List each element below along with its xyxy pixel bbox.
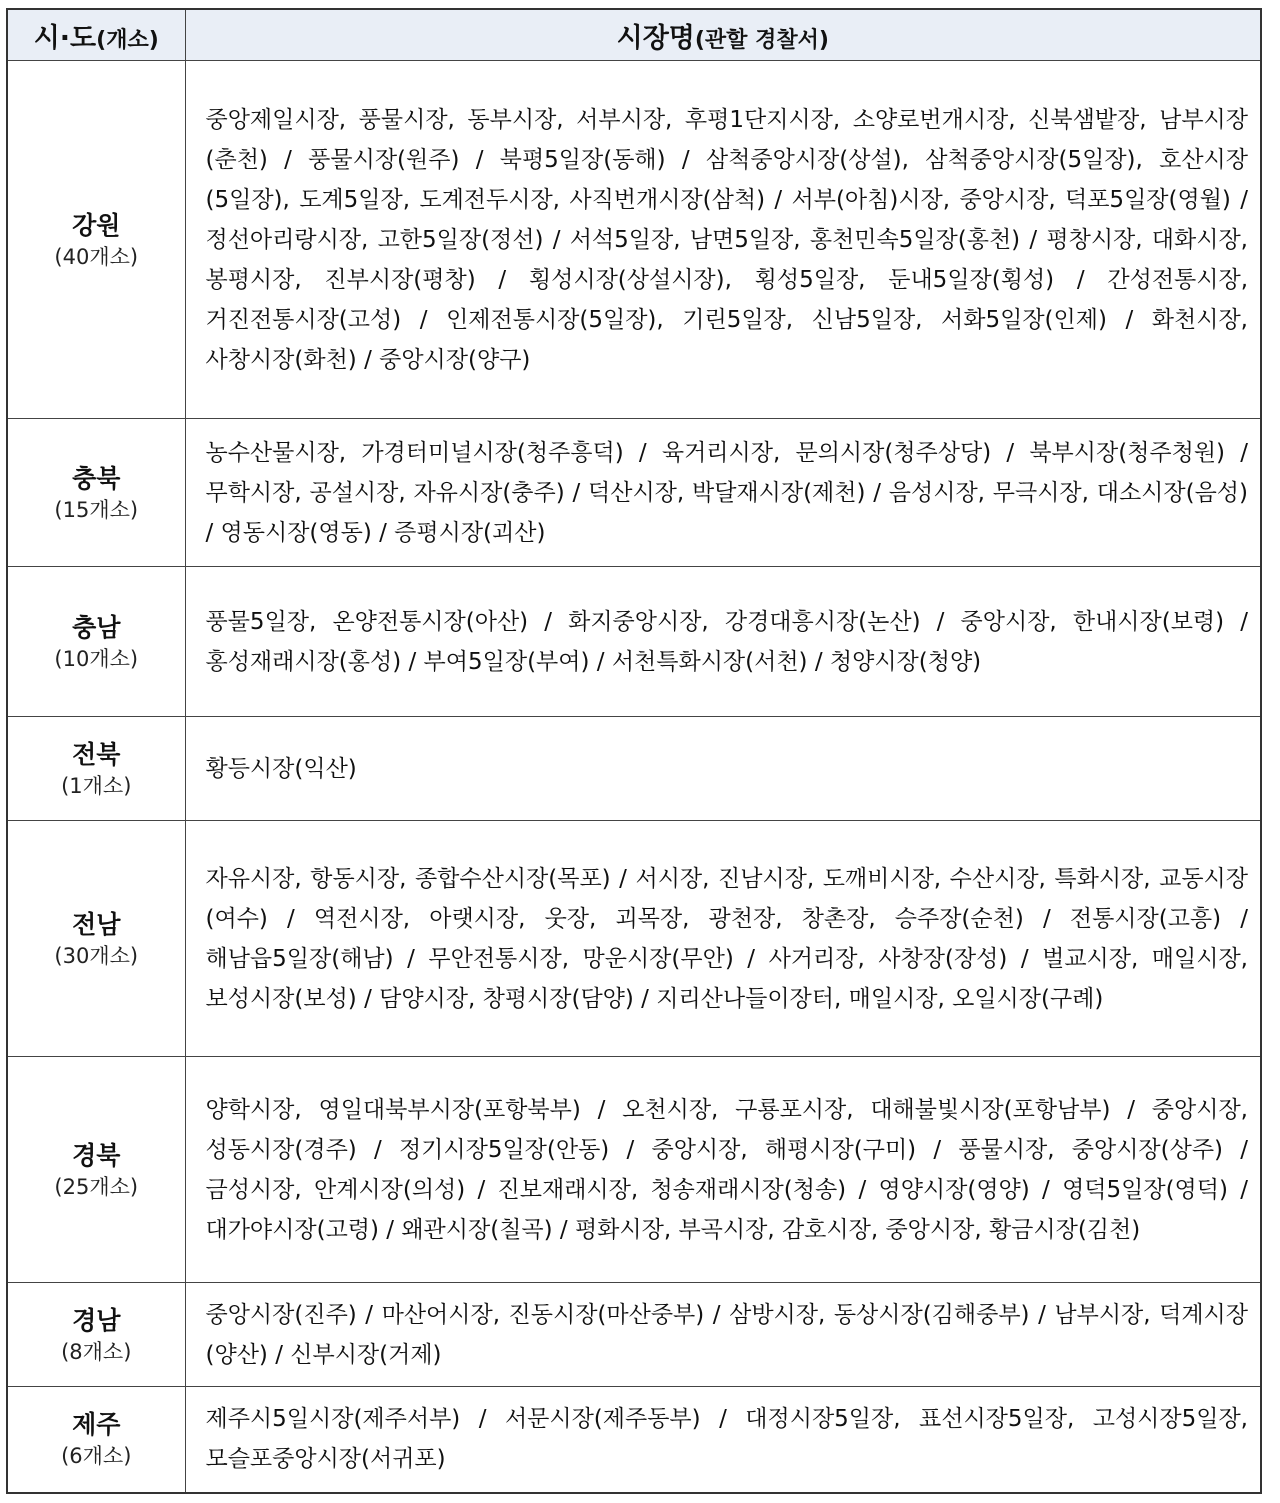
- region-count: (15개소): [54, 497, 139, 522]
- header-region: [7, 9, 185, 61]
- market-list: 농수산물시장, 가경터미널시장(청주흥덕) / 육거리시장, 문의시장(청주상당) / 북부시장(청주청원) / 무학시장, 공설시장, 자유시장(충주) / 덕산시장, 박달재시장(제천) / 음성시장, 무극시장, 대소시장(음성) / 영동시장(영동) / 증평시장(괴산): [185, 419, 1261, 567]
- region-name: 경북: [72, 1140, 121, 1170]
- header-region-sub: (개소): [96, 27, 159, 53]
- region-count: (1개소): [61, 773, 132, 798]
- market-list: 중앙시장(진주) / 마산어시장, 진동시장(마산중부) / 삼방시장, 동상시장(김해중부) / 남부시장, 덕계시장(양산) / 신부시장(거제): [185, 1283, 1261, 1387]
- region-count: (8개소): [61, 1339, 132, 1364]
- region-name: 충남: [72, 612, 121, 642]
- region-count: (30개소): [54, 943, 139, 968]
- header-markets-label: 시장명: [616, 22, 695, 54]
- region-cell: [7, 1283, 185, 1387]
- market-table: [6, 8, 1262, 1494]
- region-cell: [7, 567, 185, 717]
- header-region-label: 시·도: [33, 22, 97, 54]
- table-row: [7, 1387, 1261, 1493]
- region-cell: [7, 821, 185, 1057]
- market-list: 자유시장, 항동시장, 종합수산시장(목포) / 서시장, 진남시장, 도깨비시장, 수산시장, 특화시장, 교동시장(여수) / 역전시장, 아랫시장, 웃장, 괴목장, 광천장, 창촌장, 승주장(순천) / 전통시장(고흥) / 해남읍5일장(해남) / 무안전통시장, 망운시장(무안) / 사거리장, 사창장(장성) / 벌교시장, 매일시장, 보성시장(보성) / 담양시장, 창평시장(담양) / 지리산나들이장터, 매일시장, 오일시장(구례): [185, 821, 1261, 1057]
- table-row: [7, 61, 1261, 419]
- region-name: 제주: [72, 1410, 121, 1440]
- table-row: [7, 567, 1261, 717]
- market-list: 중앙제일시장, 풍물시장, 동부시장, 서부시장, 후평1단지시장, 소양로번개시장, 신북샘밭장, 남부시장(춘천) / 풍물시장(원주) / 북평5일장(동해) / 삼척중앙시장(상설), 삼척중앙시장(5일장), 호산시장(5일장), 도계5일장, 도계전두시장, 사직번개시장(삼척) / 서부(아침)시장, 중앙시장, 덕포5일장(영월) / 정선아리랑시장, 고한5일장(정선) / 서석5일장, 남면5일장, 홍천민속5일장(홍천) / 평창시장, 대화시장, 봉평시장, 진부시장(평창) / 횡성시장(상설시장), 횡성5일장, 둔내5일장(횡성) / 간성전통시장, 거진전통시장(고성) / 인제전통시장(5일장), 기린5일장, 신남5일장, 서화5일장(인제) / 화천시장, 사창시장(화천) / 중앙시장(양구): [185, 61, 1261, 419]
- region-count: (10개소): [54, 646, 139, 671]
- market-list: 양학시장, 영일대북부시장(포항북부) / 오천시장, 구룡포시장, 대해불빛시장(포항남부) / 중앙시장, 성동시장(경주) / 정기시장5일장(안동) / 중앙시장, 해평시장(구미) / 풍물시장, 중앙시장(상주) / 금성시장, 안계시장(의성) / 진보재래시장, 청송재래시장(청송) / 영양시장(영양) / 영덕5일장(영덕) / 대가야시장(고령) / 왜관시장(칠곡) / 평화시장, 부곡시장, 감호시장, 중앙시장, 황금시장(김천): [185, 1057, 1261, 1283]
- table-header-row: [7, 9, 1261, 61]
- region-cell: [7, 1387, 185, 1493]
- region-cell: [7, 1057, 185, 1283]
- table-row: [7, 1057, 1261, 1283]
- region-name: 강원: [72, 210, 121, 240]
- header-markets-sub: (관할 경찰서): [694, 27, 829, 53]
- region-cell: [7, 419, 185, 567]
- region-cell: [7, 717, 185, 821]
- region-count: (25개소): [54, 1174, 139, 1199]
- region-cell: [7, 61, 185, 419]
- market-list: 황등시장(익산): [185, 717, 1261, 821]
- region-name: 충북: [72, 463, 121, 493]
- region-name: 전남: [72, 909, 121, 939]
- header-markets: [185, 9, 1261, 61]
- region-count: (40개소): [54, 244, 139, 269]
- region-count: (6개소): [61, 1444, 132, 1469]
- region-name: 경남: [72, 1305, 121, 1335]
- table-row: [7, 821, 1261, 1057]
- table-row: [7, 717, 1261, 821]
- market-list: 제주시5일시장(제주서부) / 서문시장(제주동부) / 대정시장5일장, 표선시장5일장, 고성시장5일장, 모슬포중앙시장(서귀포): [185, 1387, 1261, 1493]
- table-row: [7, 1283, 1261, 1387]
- table-row: [7, 419, 1261, 567]
- market-list: 풍물5일장, 온양전통시장(아산) / 화지중앙시장, 강경대흥시장(논산) / 중앙시장, 한내시장(보령) / 홍성재래시장(홍성) / 부여5일장(부여) / 서천특화시장(서천) / 청양시장(청양): [185, 567, 1261, 717]
- region-name: 전북: [72, 739, 121, 769]
